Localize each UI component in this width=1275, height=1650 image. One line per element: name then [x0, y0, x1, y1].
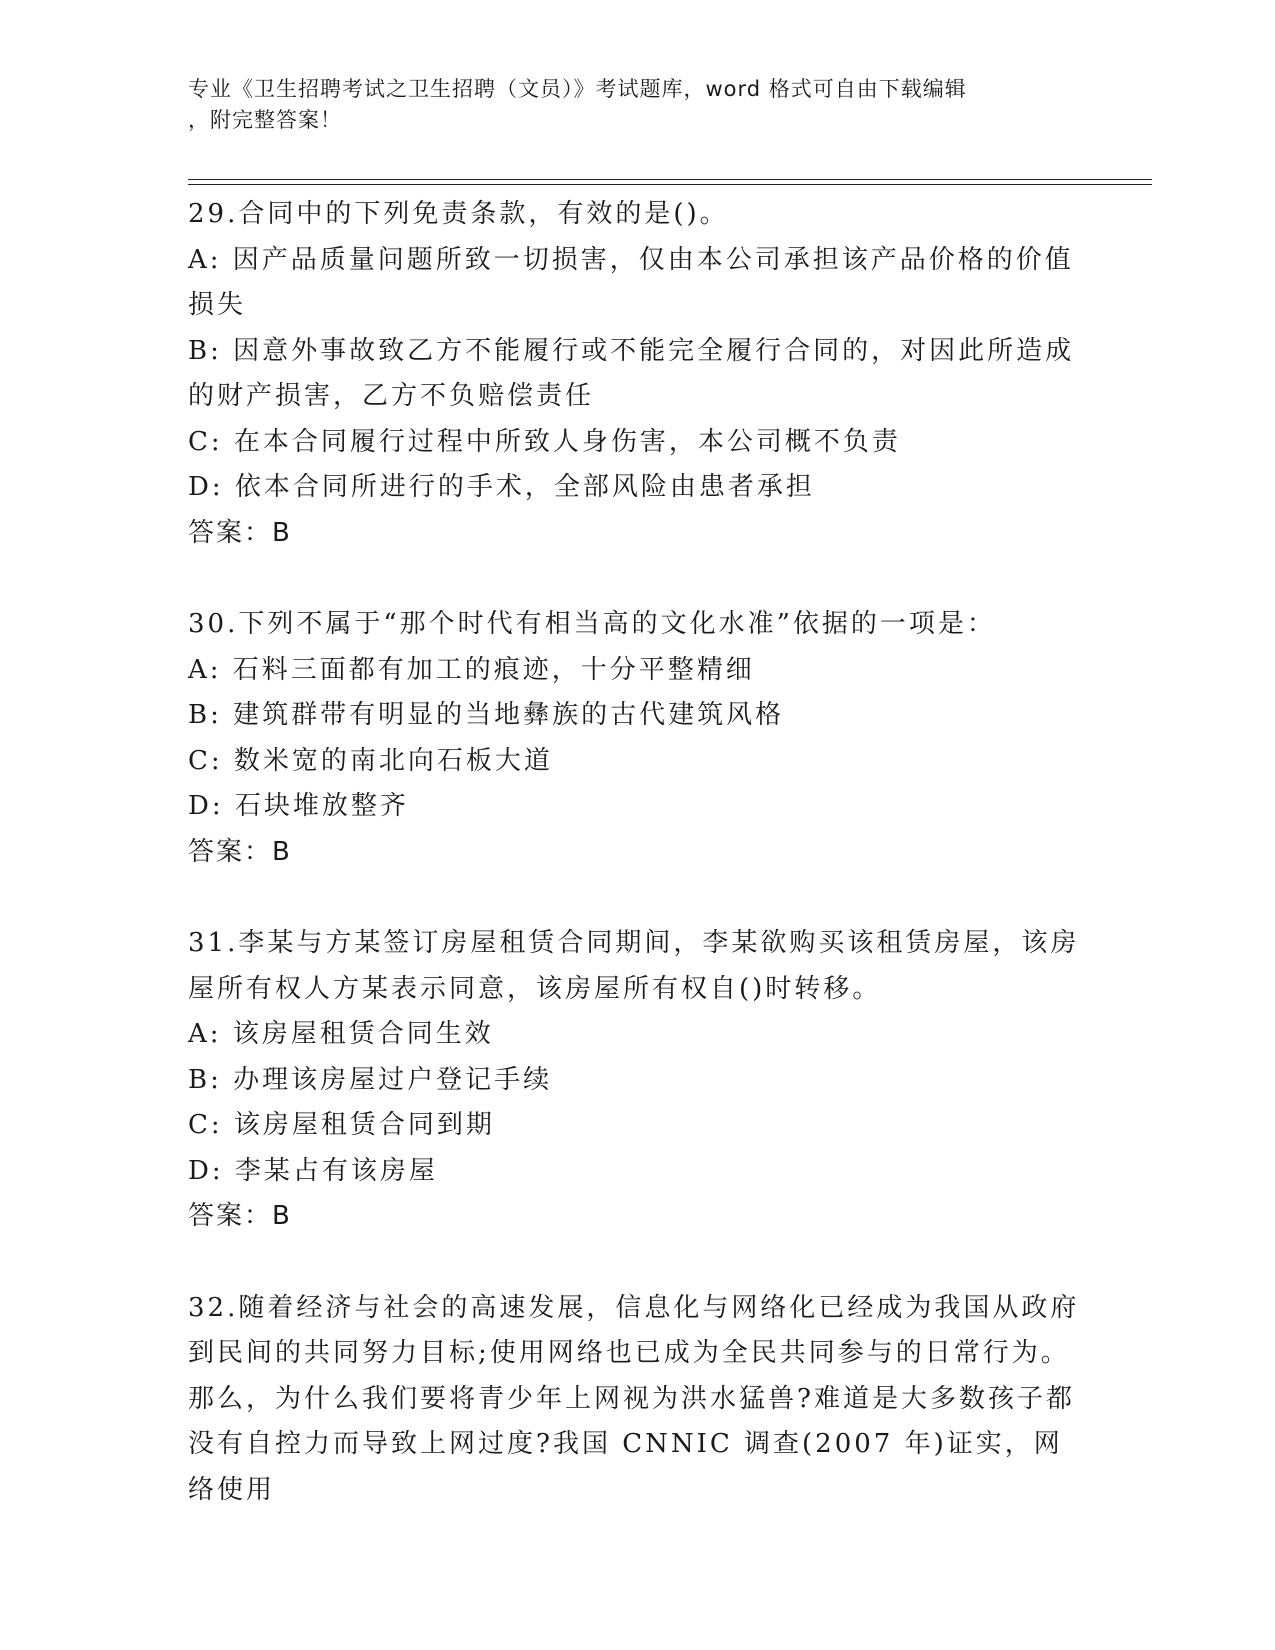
answer: 答案：B [188, 836, 292, 867]
option-a: A: 因产品质量问题所致一切损害，仅由本公司承担该产品价格的价值损失 [188, 244, 1074, 320]
option-c: C: 该房屋租赁合同到期 [188, 1110, 495, 1140]
header-divider-top [188, 179, 1152, 180]
option-b: B: 办理该房屋过户登记手续 [188, 1064, 553, 1095]
option-d: D: 石块堆放整齐 [188, 791, 409, 821]
question-32 [188, 1286, 1088, 1514]
option-a: A: 该房屋租赁合同生效 [188, 1019, 494, 1049]
option-d: D: 依本合同所进行的手术，全部风险由患者承担 [188, 472, 815, 502]
question-list [188, 192, 1088, 1559]
question-stem: 30.下列不属于“那个时代有相当高的文化水准”依据的一项是： [188, 609, 996, 639]
question-31 [188, 921, 1088, 1240]
option-b: B: 因意外事故致乙方不能履行或不能完全履行合同的，对因此所造成的财产损害，乙方不负赔偿责任 [188, 335, 1075, 411]
option-c: C: 在本合同履行过程中所致人身伤害，本公司概不负责 [188, 426, 901, 457]
header-line-1: 专业《卫生招聘考试之卫生招聘（文员）》考试题库，word 格式可自由下载编辑 [188, 77, 967, 101]
question-stem: 31.李某与方某签订房屋租赁合同期间，李某欲购买该租赁房屋，该房屋所有权人方某表示同意，该房屋所有权自()时转移。 [188, 928, 1080, 1004]
answer: 答案：B [188, 1201, 292, 1231]
document-header [188, 74, 1068, 136]
option-d: D: 李某占有该房屋 [188, 1155, 438, 1186]
option-a: A: 石料三面都有加工的痕迹，十分平整精细 [188, 654, 755, 685]
option-b: B: 建筑群带有明显的当地彝族的古代建筑风格 [188, 700, 785, 730]
question-29 [188, 192, 1088, 556]
question-stem: 29.合同中的下列免责条款，有效的是()。 [188, 199, 729, 229]
header-line-2: ，附完整答案！ [188, 108, 342, 132]
question-stem: 32.随着经济与社会的高速发展，信息化与网络化已经成为我国从政府到民间的共同努力目标;使用网络也已成为全民共同参与的日常行为。那么，为什么我们要将青少年上网视为洪水猛兽?难道是大多数孩子都没有自控力而导致上网过度?我国 CNNIC 调查(2007 年)证实，网络使用 [188, 1292, 1080, 1505]
answer: 答案：B [188, 517, 292, 548]
header-divider-bottom [188, 184, 1152, 185]
question-30 [188, 602, 1088, 875]
option-c: C: 数米宽的南北向石板大道 [188, 745, 553, 776]
